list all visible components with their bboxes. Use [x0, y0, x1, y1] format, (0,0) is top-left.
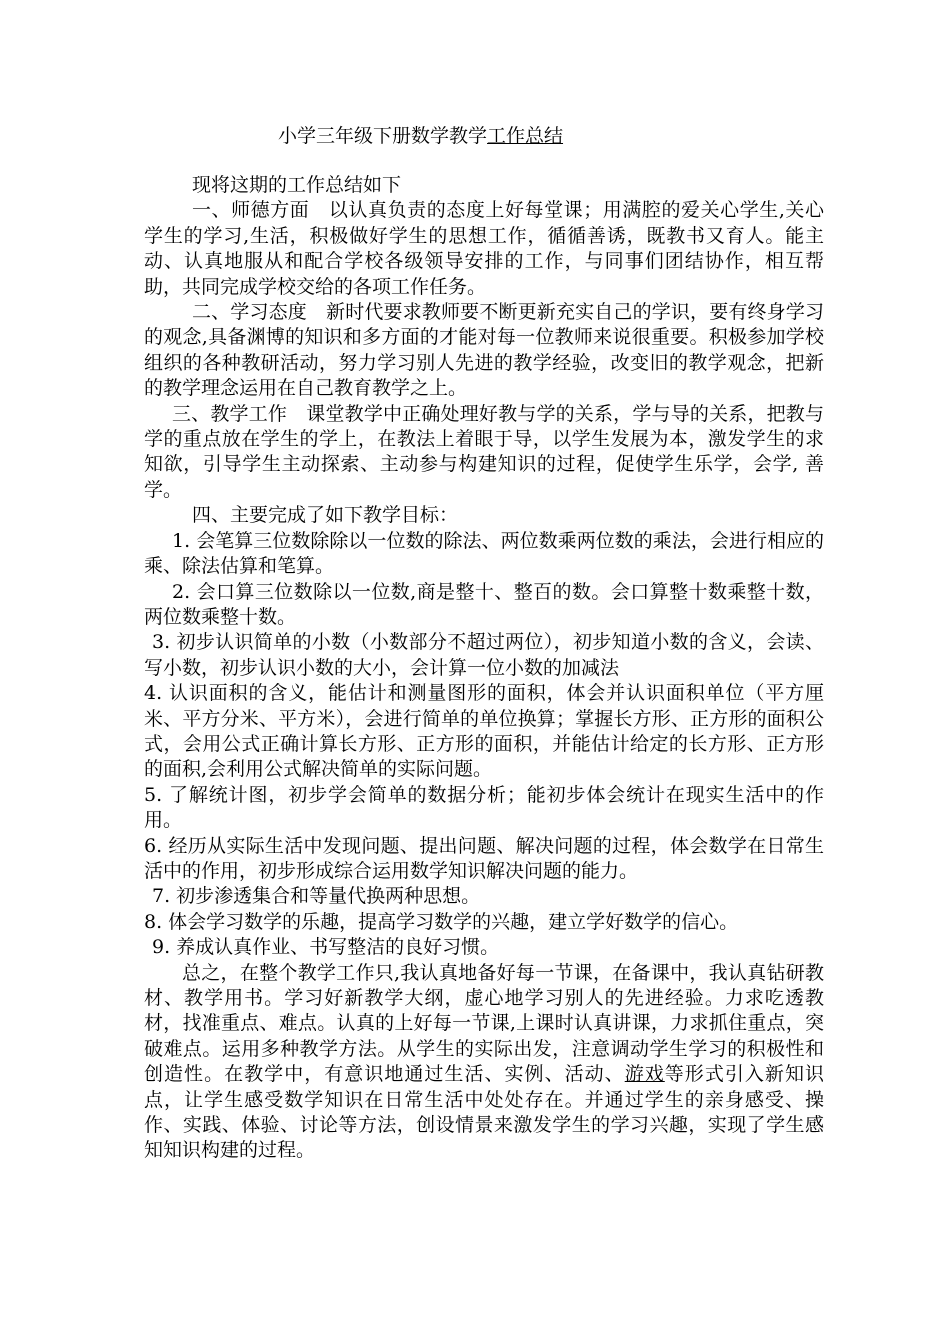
summary-text-a: 总之，在整个教学工作只,我认真地备好每一节课，在备课中，我认真钻研教材、教学用书。学习好新教学大纲，虚心地学习别人的先进经验。力求吃透教材，找准重点、难点。认真的上好每一节课,上课时认真讲课，力求抓住重点，突破难点。运用多种教学方法。从学生的实际出发，注意调动学生学习的积极性和创造性。在教学中，有意识地通过生活、实例、活动、	[144, 961, 824, 1086]
paragraph-study-attitude: 二、学习态度 新时代要求教师要不断更新充实自己的学识，要有终身学习的观念,具备渊博的知识和多方面的才能对每一位教师来说很重要。积极参加学校组织的各种教研活动，努力学习别人先进的教学经验，改变旧的教学观念，把新的教学理念运用在自己教育教学之上。	[144, 301, 824, 400]
paragraph-teaching-work: 三、教学工作 课堂教学中正确处理好教与学的关系，学与导的关系，把教与学的重点放在学生的学上，在教法上着眼于导，以学生发展为本，激发学生的求知欲，引导学生主动探索、主动参与构建知识的过程，促使学生乐学，会学, 善学。	[144, 402, 824, 501]
goal-item-2: 2. 会口算三位数除以一位数,商是整十、整百的数。会口算整十数乘整十数，两位数乘整十数。	[144, 580, 824, 628]
document-body	[144, 124, 824, 1164]
paragraph-summary	[144, 961, 824, 1164]
goal-item-3: 3. 初步认识简单的小数（小数部分不超过两位），初步知道小数的含义，会读、写小数，初步认识小数的大小，会计算一位小数的加减法	[144, 631, 824, 679]
intro-paragraph: 现将这期的工作总结如下	[192, 174, 402, 196]
paragraph-goals-heading: 四、主要完成了如下教学目标：	[192, 504, 459, 527]
goal-item-4: 4. 认识面积的含义，能估计和测量图形的面积，体会并认识面积单位（平方厘米、平方分米、平方米），会进行简单的单位换算；掌握长方形、正方形的面积公式，会用公式正确计算长方形、正方形的面积，并能估计给定的长方形、正方形的面积,会利用公式解决简单的实际问题。	[144, 682, 824, 781]
goal-item-8: 8. 体会学习数学的乐趣，提高学习数学的兴趣，建立学好数学的信心。	[144, 910, 739, 933]
summary-link-games[interactable]: 游戏	[624, 1063, 665, 1086]
summary-text-b: 等形式引入新知识点，让学生感受数学知识在日常生活中处处存在。并通过学生的亲身感受、操作、实践、体验、讨论等方法，创设情景来激发学生的学习兴趣，实现了学生感知知识构建的过程。	[144, 1063, 824, 1162]
goal-item-1: 1. 会笔算三位数除除以一位数的除法、两位数乘两位数的乘法，会进行相应的乘、除法估算和笔算。	[144, 529, 824, 578]
goal-item-9: 9. 养成认真作业、书写整洁的良好习惯。	[152, 936, 500, 959]
title-underlined: 工作总结	[487, 125, 564, 147]
goal-item-6: 6. 经历从实际生活中发现问题、提出问题、解决问题的过程，体会数学在日常生活中的作用，初步形成综合运用数学知识解决问题的能力。	[144, 834, 824, 882]
goal-item-7: 7. 初步渗透集合和等量代换两种思想。	[152, 885, 481, 908]
goal-item-5: 5. 了解统计图，初步学会简单的数据分析；能初步体会统计在现实生活中的作用。	[144, 783, 824, 832]
paragraph-ethics: 一、师德方面 以认真负责的态度上好每堂课；用满腔的爱关心学生,关心学生的学习,生活，积极做好学生的思想工作，循循善诱，既教书又育人。能主动、认真地服从和配合学校各级领导安排的工作，与同事们团结协作，相互帮助，共同完成学校交给的各项工作任务。	[144, 199, 824, 298]
document-title	[144, 124, 824, 149]
title-main: 小学三年级下册数学教学	[278, 125, 488, 147]
